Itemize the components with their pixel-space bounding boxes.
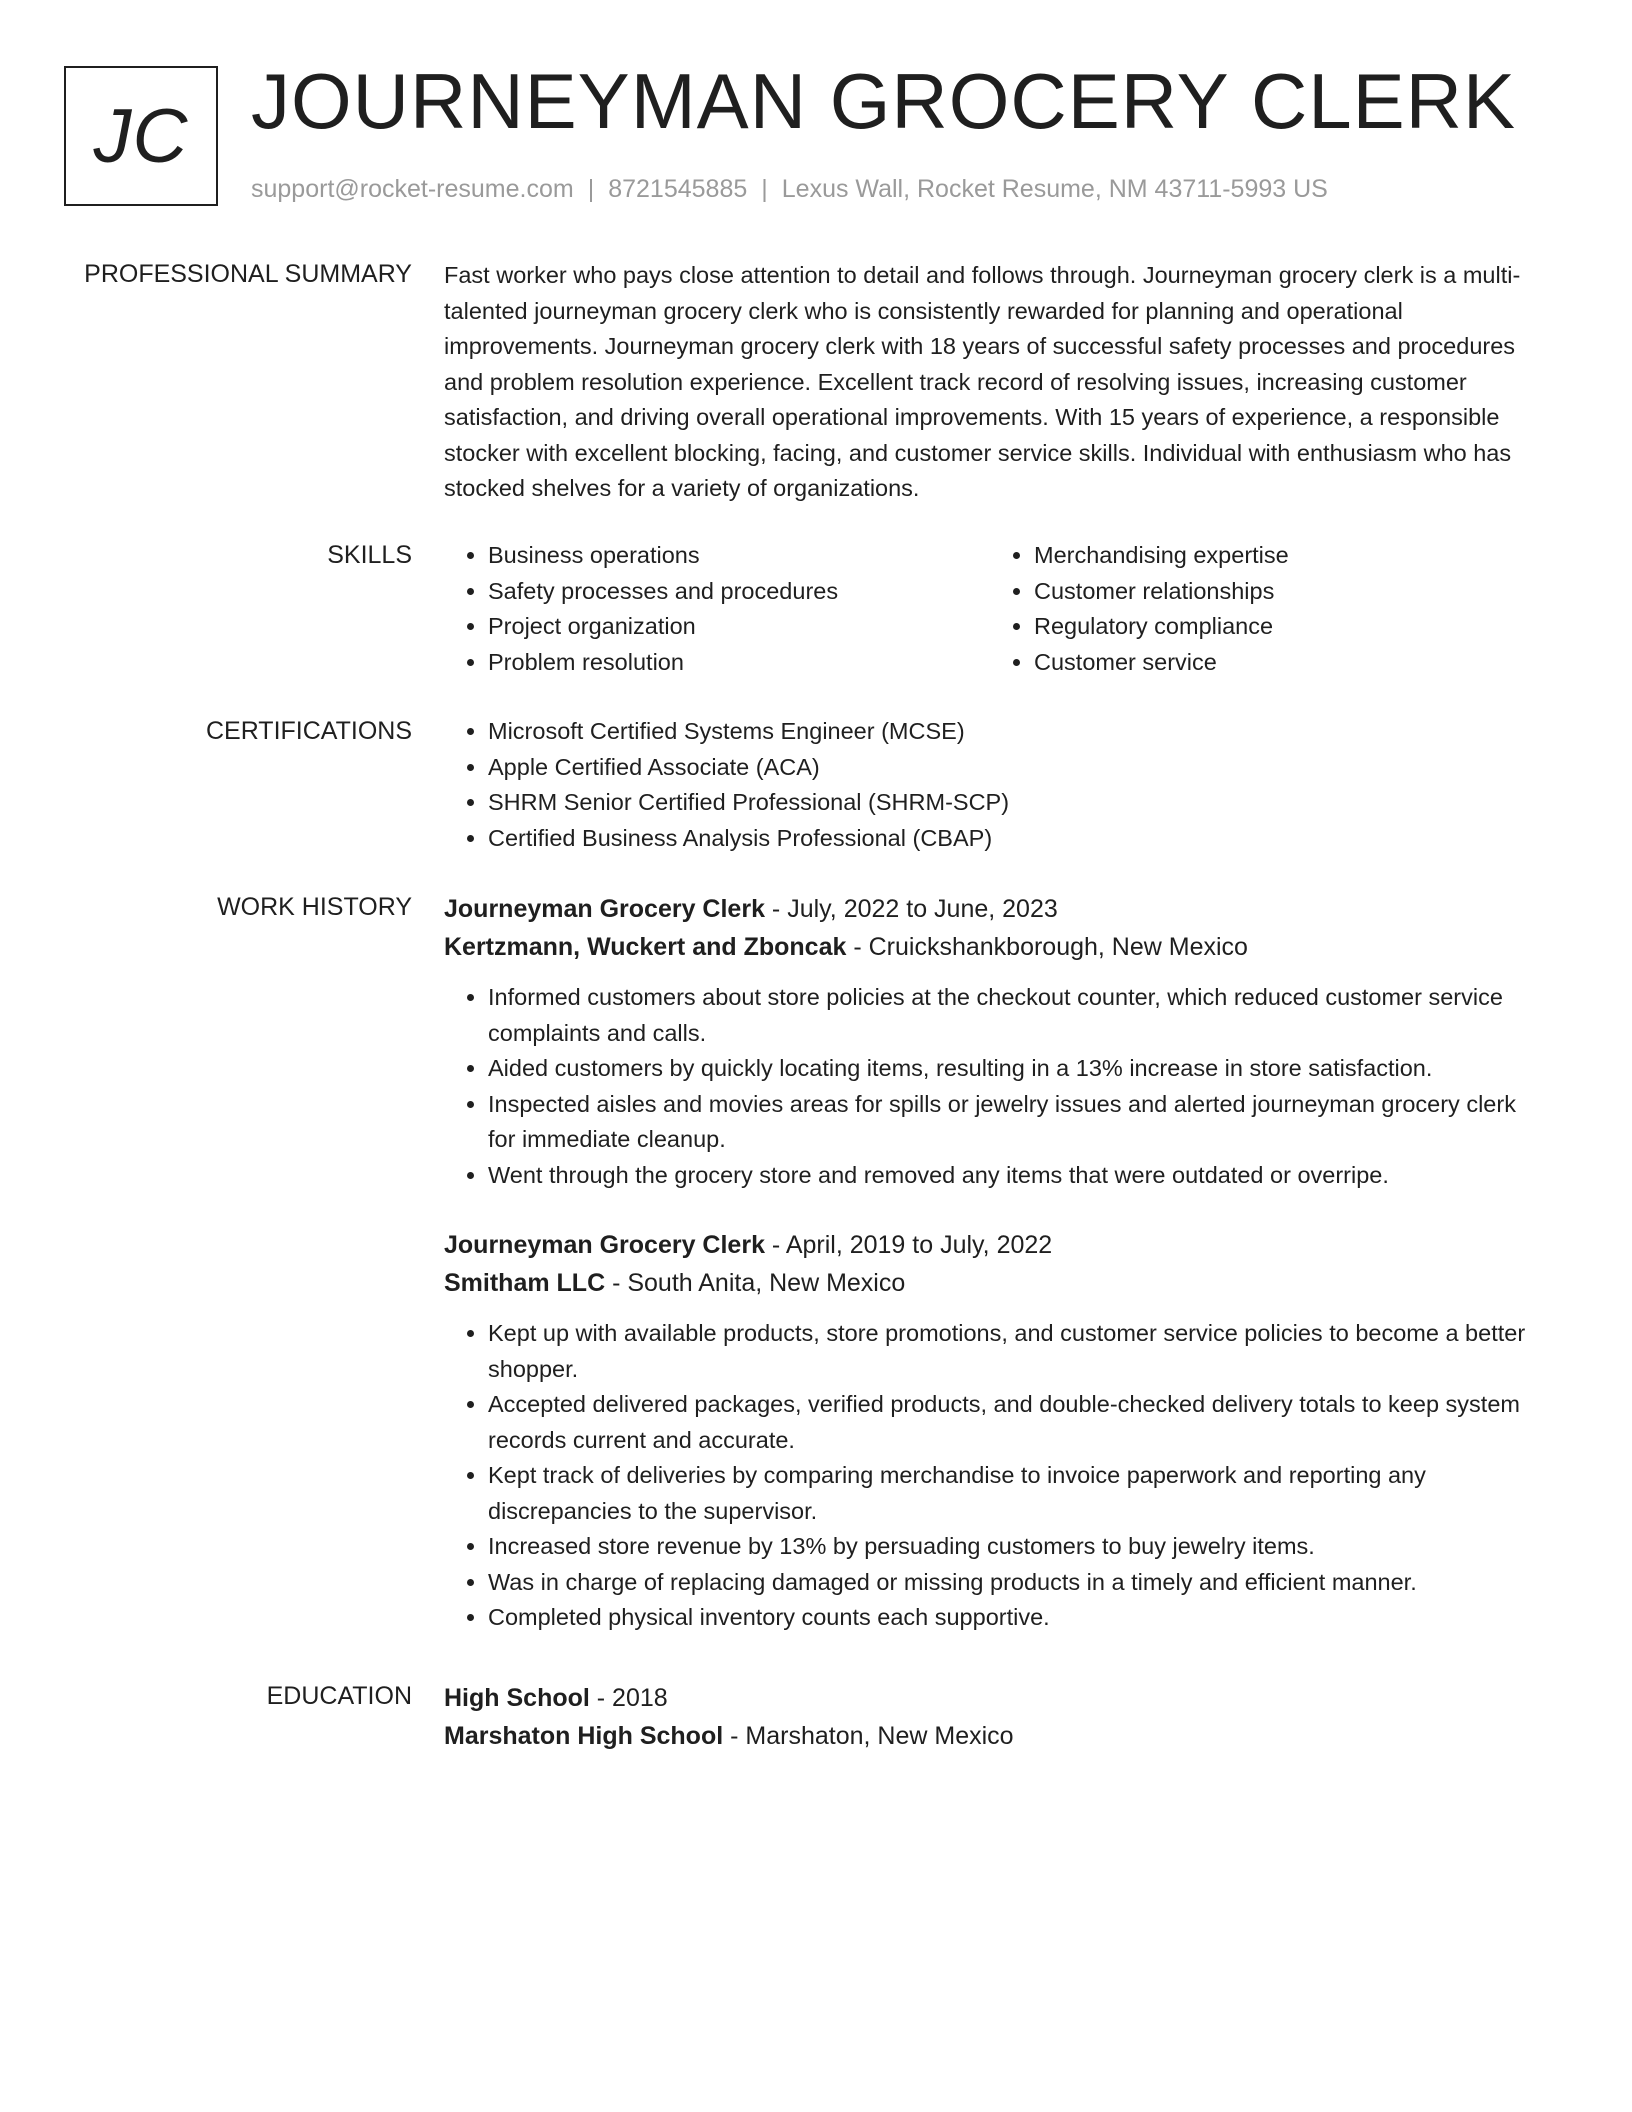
summary-text: Fast worker who pays close attention to detail and follows through. Journeyman grocery clerk is a multi-talented journeyman grocery clerk who is consistently rewarded for planning and operational improvements. Journeyman grocery clerk with 18 years of successful safety processes and procedures and problem resolution experience. Excellent track record of resolving issues, increasing customer satisfaction, and driving overall operational improvements. With 15 years of experience, a responsible stocker with excellent blocking, facing, and customer service skills. Individual with enthusiasm who has stocked shelves for a variety of organizations. — [444, 262, 1521, 501]
job-location: - South Anita, New Mexico — [605, 1269, 906, 1297]
job-dates: - April, 2019 to July, 2022 — [764, 1231, 1053, 1259]
job-company: Kertzmann, Wuckert and Zboncak — [444, 933, 847, 961]
certification-item: • Certified Business Analysis Professional (CBAP) — [488, 821, 1544, 857]
education-body — [444, 1679, 1544, 1755]
job-title: Journeyman Grocery Clerk — [444, 895, 765, 923]
job-bullet: • Completed physical inventory counts each supportive. — [488, 1600, 1544, 1636]
job-title: Journeyman Grocery Clerk — [444, 1231, 765, 1259]
education-degree: High School — [444, 1684, 590, 1712]
job-title-line — [444, 1226, 1544, 1264]
job-bullet: • Kept track of deliveries by comparing merchandise to invoice paperwork and reporting any discrepancies to the supervisor. — [488, 1458, 1544, 1529]
skill-item: • Business operations — [488, 538, 990, 574]
skill-item: • Regulatory compliance — [1034, 609, 1536, 645]
skill-item: • Merchandising expertise — [1034, 538, 1536, 574]
job-bullet: • Increased store revenue by 13% by persuading customers to buy jewelry items. — [488, 1529, 1544, 1565]
contact-phone: 8721545885 — [608, 175, 748, 203]
job-company-line — [444, 1264, 1544, 1302]
certification-item: • Microsoft Certified Systems Engineer (MCSE) — [488, 714, 1544, 750]
skill-item: • Customer relationships — [1034, 574, 1536, 610]
job-bullet: • Was in charge of replacing damaged or missing products in a timely and efficient manner. — [488, 1565, 1544, 1601]
job-bullet: • Inspected aisles and movies areas for spills or jewelry issues and alerted journeyman grocery clerk for immediate cleanup. — [488, 1087, 1544, 1158]
monogram-initials: JC — [93, 93, 189, 179]
candidate-name: JOURNEYMAN GROCERY CLERK — [251, 57, 1517, 145]
job-bullets — [444, 980, 1544, 1193]
skills-list-left — [444, 538, 990, 680]
section-heading-summary: PROFESSIONAL SUMMARY — [84, 260, 412, 288]
job-bullet: • Kept up with available products, store promotions, and customer service policies to become a better shopper. — [488, 1316, 1544, 1387]
section-heading-education: EDUCATION — [266, 1682, 412, 1710]
education-school-line — [444, 1717, 1544, 1755]
job-dates: - July, 2022 to June, 2023 — [764, 895, 1058, 923]
certification-item: • Apple Certified Associate (ACA) — [488, 750, 1544, 786]
skill-item: • Safety processes and procedures — [488, 574, 990, 610]
job-entry — [444, 890, 1544, 1193]
skills-columns — [444, 538, 1544, 680]
job-company: Smitham LLC — [444, 1269, 606, 1297]
skills-list-right — [990, 538, 1536, 680]
job-bullets — [444, 1316, 1544, 1636]
job-bullet: • Aided customers by quickly locating items, resulting in a 13% increase in store satisfaction. — [488, 1051, 1544, 1087]
skill-item: • Problem resolution — [488, 645, 990, 681]
summary-body — [444, 258, 1544, 507]
certifications-body — [444, 714, 1544, 856]
work-history-body — [444, 890, 1544, 1636]
job-bullet: • Informed customers about store policies at the checkout counter, which reduced customer service complaints and calls. — [488, 980, 1544, 1051]
job-company-line — [444, 928, 1544, 966]
contact-separator: | — [761, 175, 768, 203]
contact-line — [251, 174, 1328, 204]
section-heading-certifications: CERTIFICATIONS — [205, 717, 412, 745]
certifications-list — [444, 714, 1544, 856]
certification-item: • SHRM Senior Certified Professional (SHRM-SCP) — [488, 785, 1544, 821]
job-entry — [444, 1226, 1544, 1636]
education-location: - Marshaton, New Mexico — [723, 1722, 1014, 1750]
contact-address: Lexus Wall, Rocket Resume, NM 43711-5993 US — [781, 175, 1328, 203]
education-degree-line — [444, 1679, 1544, 1717]
contact-separator: | — [587, 175, 595, 203]
section-heading-skills: SKILLS — [327, 541, 412, 569]
monogram-badge — [64, 66, 218, 206]
section-heading-work-history: WORK HISTORY — [217, 893, 412, 921]
skills-body — [444, 538, 1544, 680]
job-title-line — [444, 890, 1544, 928]
job-bullet: • Went through the grocery store and removed any items that were outdated or overripe. — [488, 1158, 1544, 1194]
job-bullet: • Accepted delivered packages, verified products, and double-checked delivery totals to keep system records current and accurate. — [488, 1387, 1544, 1458]
skill-item: • Customer service — [1034, 645, 1536, 681]
contact-email: support@rocket-resume.com — [251, 175, 574, 203]
education-year: - 2018 — [589, 1684, 668, 1712]
skill-item: • Project organization — [488, 609, 990, 645]
job-location: - Cruickshankborough, New Mexico — [846, 933, 1248, 961]
education-school: Marshaton High School — [444, 1722, 724, 1750]
